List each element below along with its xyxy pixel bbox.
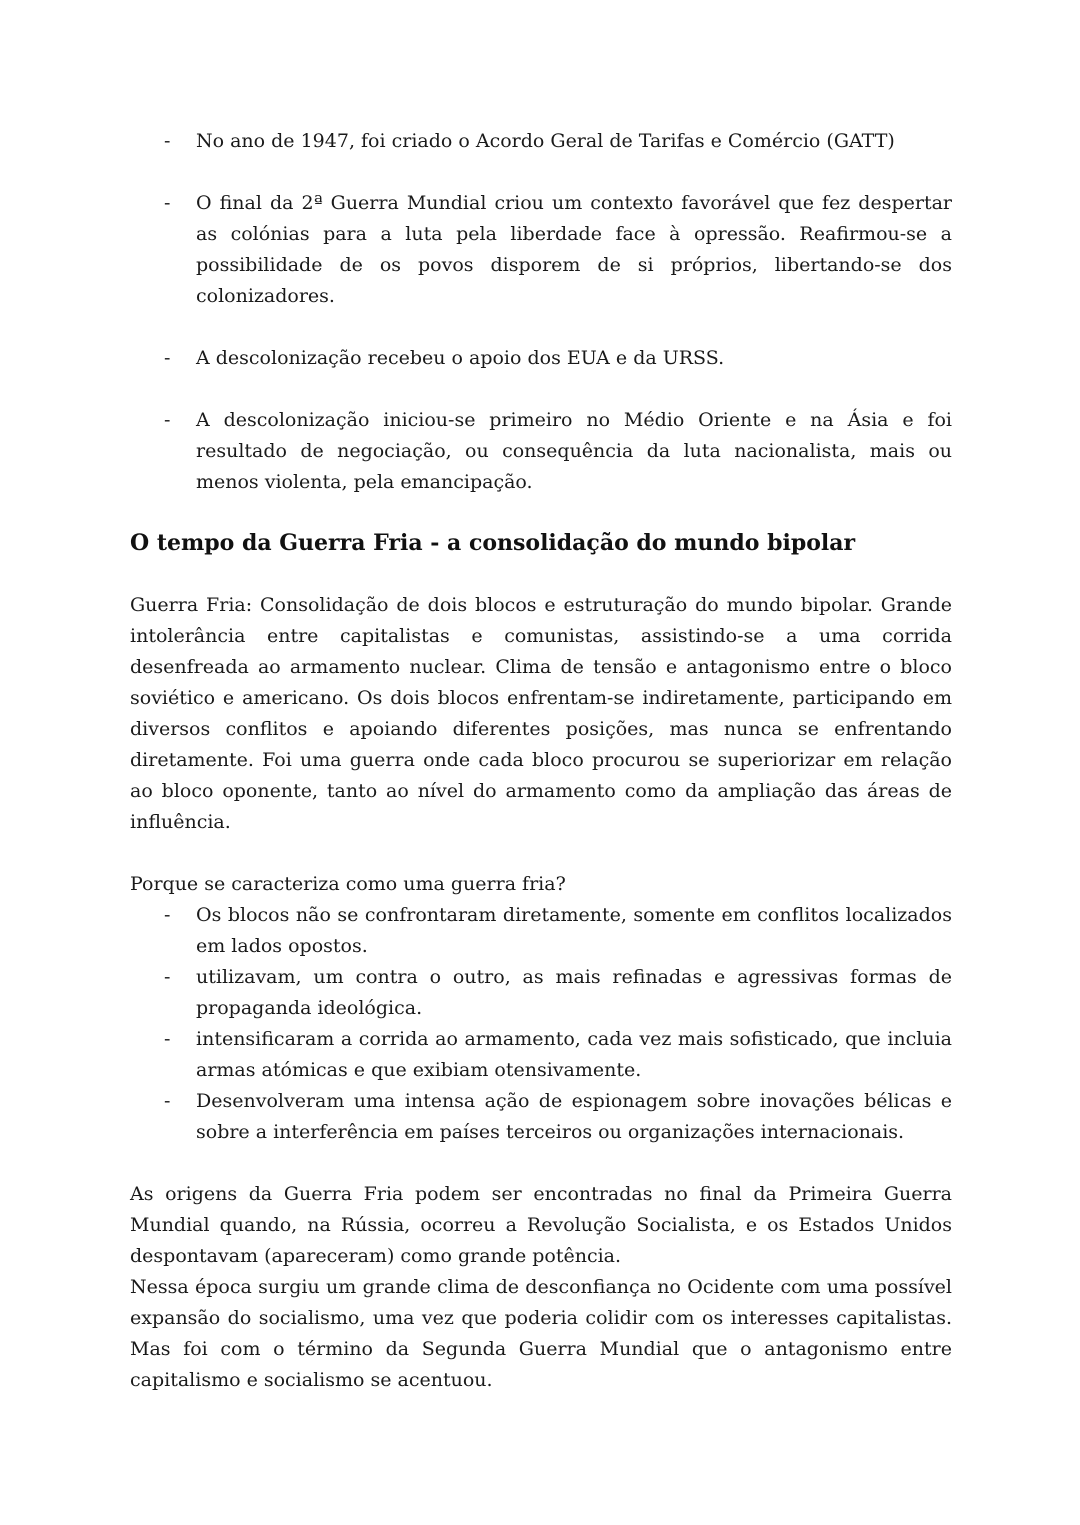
list-item-text: O final da 2ª Guerra Mundial criou um contexto favorável que fez despertar as colónias para a luta pela liberdade face à opressão. Reafirmou-se a possibilidade de os povos disporem de si próprios, libertando-se dos colonizadores. — [196, 192, 952, 307]
list-item-text: Desenvolveram uma intensa ação de espionagem sobre inovações bélicas e sobre a interferência em países terceiros ou organizações internacionais. — [196, 1090, 952, 1143]
list-item — [130, 1086, 952, 1148]
dash-bullet: - — [164, 192, 171, 214]
guerra-fria-definition-paragraph: Guerra Fria: Consolidação de dois blocos e estruturação do mundo bipolar. Grande intolerância entre capitalistas e comunistas, assistindo-se a uma corrida desenfreada ao armamento nuclear. Clima de tensão e antagonismo entre o bloco soviético e americano. Os dois blocos enfrentam-se indiretamente, participando em diversos conflitos e apoiando diferentes posições, mas nunca se enfrentando diretamente. Foi uma guerra onde cada bloco procurou se superiorizar em relação ao bloco oponente, tanto ao nível do armamento como da ampliação das áreas de influência. — [130, 594, 952, 833]
list-item-text: No ano de 1947, foi criado o Acordo Geral de Tarifas e Comércio (GATT) — [196, 130, 895, 152]
document-page — [130, 126, 952, 1396]
list-item — [130, 343, 952, 374]
dash-bullet: - — [164, 1028, 171, 1050]
list-item-text: intensificaram a corrida ao armamento, cada vez mais sofisticado, que incluia armas atómicas e que exibiam otensivamente. — [196, 1028, 952, 1081]
list-item — [130, 188, 952, 312]
list-item — [130, 1024, 952, 1086]
dash-bullet: - — [164, 130, 171, 152]
dash-bullet: - — [164, 347, 171, 369]
dash-bullet: - — [164, 1090, 171, 1112]
dash-bullet: - — [164, 904, 171, 926]
list-item — [130, 126, 952, 157]
origins-paragraph: As origens da Guerra Fria podem ser encontradas no final da Primeira Guerra Mundial quando, na Rússia, ocorreu a Revolução Socialista, e os Estados Unidos despontavam (apareceram) como grande potência. — [130, 1183, 952, 1267]
list-item — [130, 900, 952, 962]
dash-bullet: - — [164, 966, 171, 988]
list-item-text: A descolonização recebeu o apoio dos EUA e da URSS. — [196, 347, 725, 369]
list-item-text: A descolonização iniciou-se primeiro no Médio Oriente e na Ásia e foi resultado de negociação, ou consequência da luta nacionalista, mais ou menos violenta, pela emancipação. — [196, 409, 952, 493]
reasons-bullet-list — [130, 900, 952, 1148]
context-paragraph: Nessa época surgiu um grande clima de desconfiança no Ocidente com uma possível expansão do socialismo, uma vez que poderia colidir com os interesses capitalistas. Mas foi com o término da Segunda Guerra Mundial que o antagonismo entre capitalismo e socialismo se acentuou. — [130, 1276, 952, 1391]
question-line: Porque se caracteriza como uma guerra fria? — [130, 873, 566, 895]
list-item — [130, 405, 952, 498]
list-item-text: utilizavam, um contra o outro, as mais refinadas e agressivas formas de propaganda ideológica. — [196, 966, 952, 1019]
list-item — [130, 962, 952, 1024]
intro-bullet-list — [130, 126, 952, 498]
section-heading: O tempo da Guerra Fria - a consolidação do mundo bipolar — [130, 530, 856, 556]
dash-bullet: - — [164, 409, 171, 431]
list-item-text: Os blocos não se confrontaram diretamente, somente em conflitos localizados em lados opostos. — [196, 904, 952, 957]
